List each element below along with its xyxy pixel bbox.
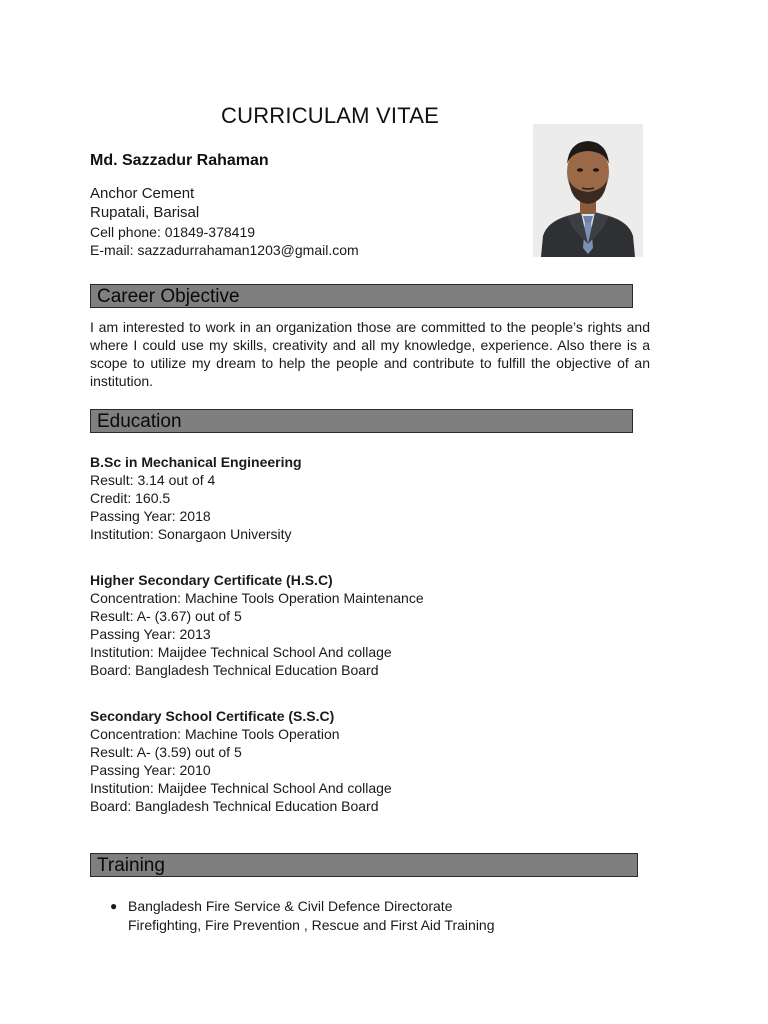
degree-title: B.Sc in Mechanical Engineering [90, 454, 302, 470]
degree-result: Result: A- (3.59) out of 5 [90, 744, 242, 760]
address-line-2: Rupatali, Barisal [90, 204, 200, 221]
training-item-detail: Firefighting, Fire Prevention , Rescue and First Aid Training [128, 917, 495, 933]
education-hsc [90, 571, 424, 679]
degree-title: Higher Secondary Certificate (H.S.C) [90, 572, 333, 588]
applicant-name: Md. Sazzadur Rahaman [90, 152, 269, 169]
section-title: Career Objective [97, 286, 240, 307]
training-item-title: Bangladesh Fire Service & Civil Defence Directorate [128, 898, 453, 914]
degree-institution: Institution: Maijdee Technical School And collage [90, 780, 392, 796]
portrait-illustration [533, 124, 643, 257]
address-block [90, 184, 199, 222]
training-list [110, 897, 495, 935]
career-objective-text: I am interested to work in an organization those are committed to the people’s rights and where I could use my skills, creativity and all my knowledge, experience. Also there is a scope to utilize my dream to help the people and contribute to fulfill the objective of an institution. [90, 319, 650, 389]
section-header-career-objective [90, 284, 633, 308]
degree-year: Passing Year: 2018 [90, 508, 211, 524]
degree-concentration: Concentration: Machine Tools Operation [90, 726, 340, 742]
profile-photo [533, 124, 643, 257]
bullet-icon: ● [110, 899, 118, 913]
degree-year: Passing Year: 2010 [90, 762, 211, 778]
section-title: Training [97, 855, 165, 876]
phone-number: Cell phone: 01849-378419 [90, 224, 256, 240]
section-header-education [90, 409, 633, 433]
degree-institution: Institution: Sonargaon University [90, 526, 292, 542]
section-header-training [90, 853, 638, 877]
degree-year: Passing Year: 2013 [90, 626, 211, 642]
degree-result: Result: 3.14 out of 4 [90, 472, 216, 488]
degree-result: Result: A- (3.67) out of 5 [90, 608, 242, 624]
degree-title: Secondary School Certificate (S.S.C) [90, 708, 335, 724]
education-bsc [90, 453, 302, 543]
degree-board: Board: Bangladesh Technical Education Board [90, 798, 379, 814]
degree-institution: Institution: Maijdee Technical School And collage [90, 644, 392, 660]
email-address: E-mail: sazzadurrahaman1203@gmail.com [90, 242, 359, 258]
address-line-1: Anchor Cement [90, 185, 195, 202]
document-title: CURRICULAM VITAE [221, 103, 439, 128]
degree-credit: Credit: 160.5 [90, 490, 171, 506]
degree-concentration: Concentration: Machine Tools Operation Maintenance [90, 590, 424, 606]
degree-board: Board: Bangladesh Technical Education Board [90, 662, 379, 678]
section-title: Education [97, 411, 182, 432]
education-ssc [90, 707, 392, 815]
contact-block [90, 223, 359, 259]
